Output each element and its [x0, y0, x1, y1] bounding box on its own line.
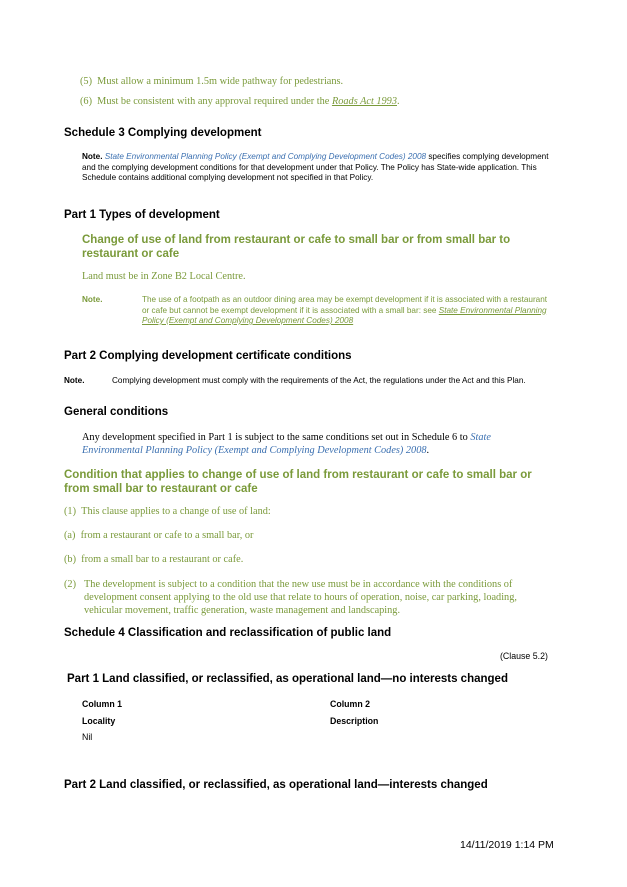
- clause-number: (5): [80, 76, 93, 87]
- column-2-header: Column 2: [330, 699, 371, 709]
- condition-item-b: [64, 554, 243, 565]
- clause-item-6: [80, 96, 600, 107]
- part-2-heading: Part 2 Complying development certificate conditions: [64, 350, 352, 362]
- part-1-heading: Part 1 Types of development: [64, 209, 220, 221]
- sepp-link[interactable]: State Environmental Planning Policy (Exempt and Complying Development Codes) 2008: [82, 432, 491, 456]
- clause-text: Must allow a minimum 1.5m wide pathway for pedestrians.: [97, 76, 344, 87]
- sepp-link[interactable]: State Environmental Planning Policy (Exempt and Complying Development Codes) 2008: [142, 305, 547, 325]
- schedule-4-part-2-heading: Part 2 Land classified, or reclassified, as operational land—interests changed: [64, 779, 488, 791]
- note-body: [142, 295, 552, 327]
- zone-requirement: Land must be in Zone B2 Local Centre.: [82, 271, 246, 282]
- note-label: Note.: [64, 376, 85, 385]
- schedule-4-heading: Schedule 4 Classification and reclassification of public land: [64, 627, 392, 639]
- clause-item-5: [80, 76, 600, 87]
- schedule-4-part-1-heading: Part 1 Land classified, or reclassified, as operational land—no interests changed: [67, 673, 508, 685]
- clause-reference: (Clause 5.2): [500, 651, 548, 661]
- clause-number: (6): [80, 96, 93, 107]
- part-2-note: [64, 376, 554, 387]
- note-label: Note.: [82, 152, 103, 161]
- note-text: specifies complying development and the complying development conditions for that development under that Policy. The Policy has State-wide application. This Schedule contains additional complying development not specified in that Policy.: [82, 152, 549, 182]
- column-1-header: Column 1: [82, 699, 123, 709]
- clause-text: Must be consistent with any approval required under the: [97, 96, 332, 107]
- sepp-link[interactable]: State Environmental Planning Policy (Exempt and Complying Development Codes) 2008: [104, 152, 427, 161]
- clause-number: (a): [64, 530, 76, 541]
- clause-number: (1): [64, 506, 77, 517]
- clause-number: (b): [64, 554, 77, 565]
- part-1-note: [82, 295, 552, 327]
- general-text-end: .: [426, 445, 430, 456]
- roads-act-link[interactable]: Roads Act 1993: [331, 96, 397, 107]
- general-conditions-heading: General conditions: [64, 406, 169, 418]
- general-text: Any development specified in Part 1 is subject to the same conditions set out in Schedule 6 to: [82, 432, 471, 443]
- note-text: Complying development must comply with the requirements of the Act, the regulations under the Act and this Plan.: [112, 376, 526, 385]
- note-label: Note.: [82, 295, 103, 304]
- clause-text: from a small bar to a restaurant or cafe.: [81, 554, 244, 565]
- condition-item-1: [64, 506, 271, 517]
- general-conditions-text: [82, 431, 552, 457]
- clause-text: The development is subject to a condition that the new use must be in accordance with the conditions of development consent applying to the old use that relate to hours of operation, noise, car parking, loading, vehicular movement, traffic generation, waste management and landscaping.: [84, 579, 517, 616]
- condition-heading: Condition that applies to change of use of land from restaurant or cafe to small bar or from small bar to restaurant or cafe: [64, 469, 532, 495]
- clause-text: This clause applies to a change of use of land:: [81, 506, 271, 517]
- condition-item-a: [64, 530, 253, 541]
- description-header: Description: [330, 716, 379, 726]
- part-1-subheading: Change of use of land from restaurant or cafe to small bar or from small bar to restaurant or cafe: [82, 234, 511, 260]
- footer-timestamp: 14/11/2019 1:14 PM: [460, 839, 554, 851]
- table-cell: Nil: [82, 732, 93, 742]
- note-text: The use of a footpath as an outdoor dining area may be exempt development if it is associated with a restaurant or cafe but cannot be exempt development if it is associated with a small bar: see: [142, 295, 548, 315]
- clause-text-end: .: [396, 96, 400, 107]
- locality-header: Locality: [82, 716, 116, 726]
- schedule-3-note: [82, 152, 557, 184]
- condition-item-2: [64, 578, 554, 617]
- clause-text: from a restaurant or cafe to a small bar, or: [80, 530, 254, 541]
- schedule-3-heading: Schedule 3 Complying development: [64, 127, 262, 139]
- clause-number: (2): [64, 579, 77, 590]
